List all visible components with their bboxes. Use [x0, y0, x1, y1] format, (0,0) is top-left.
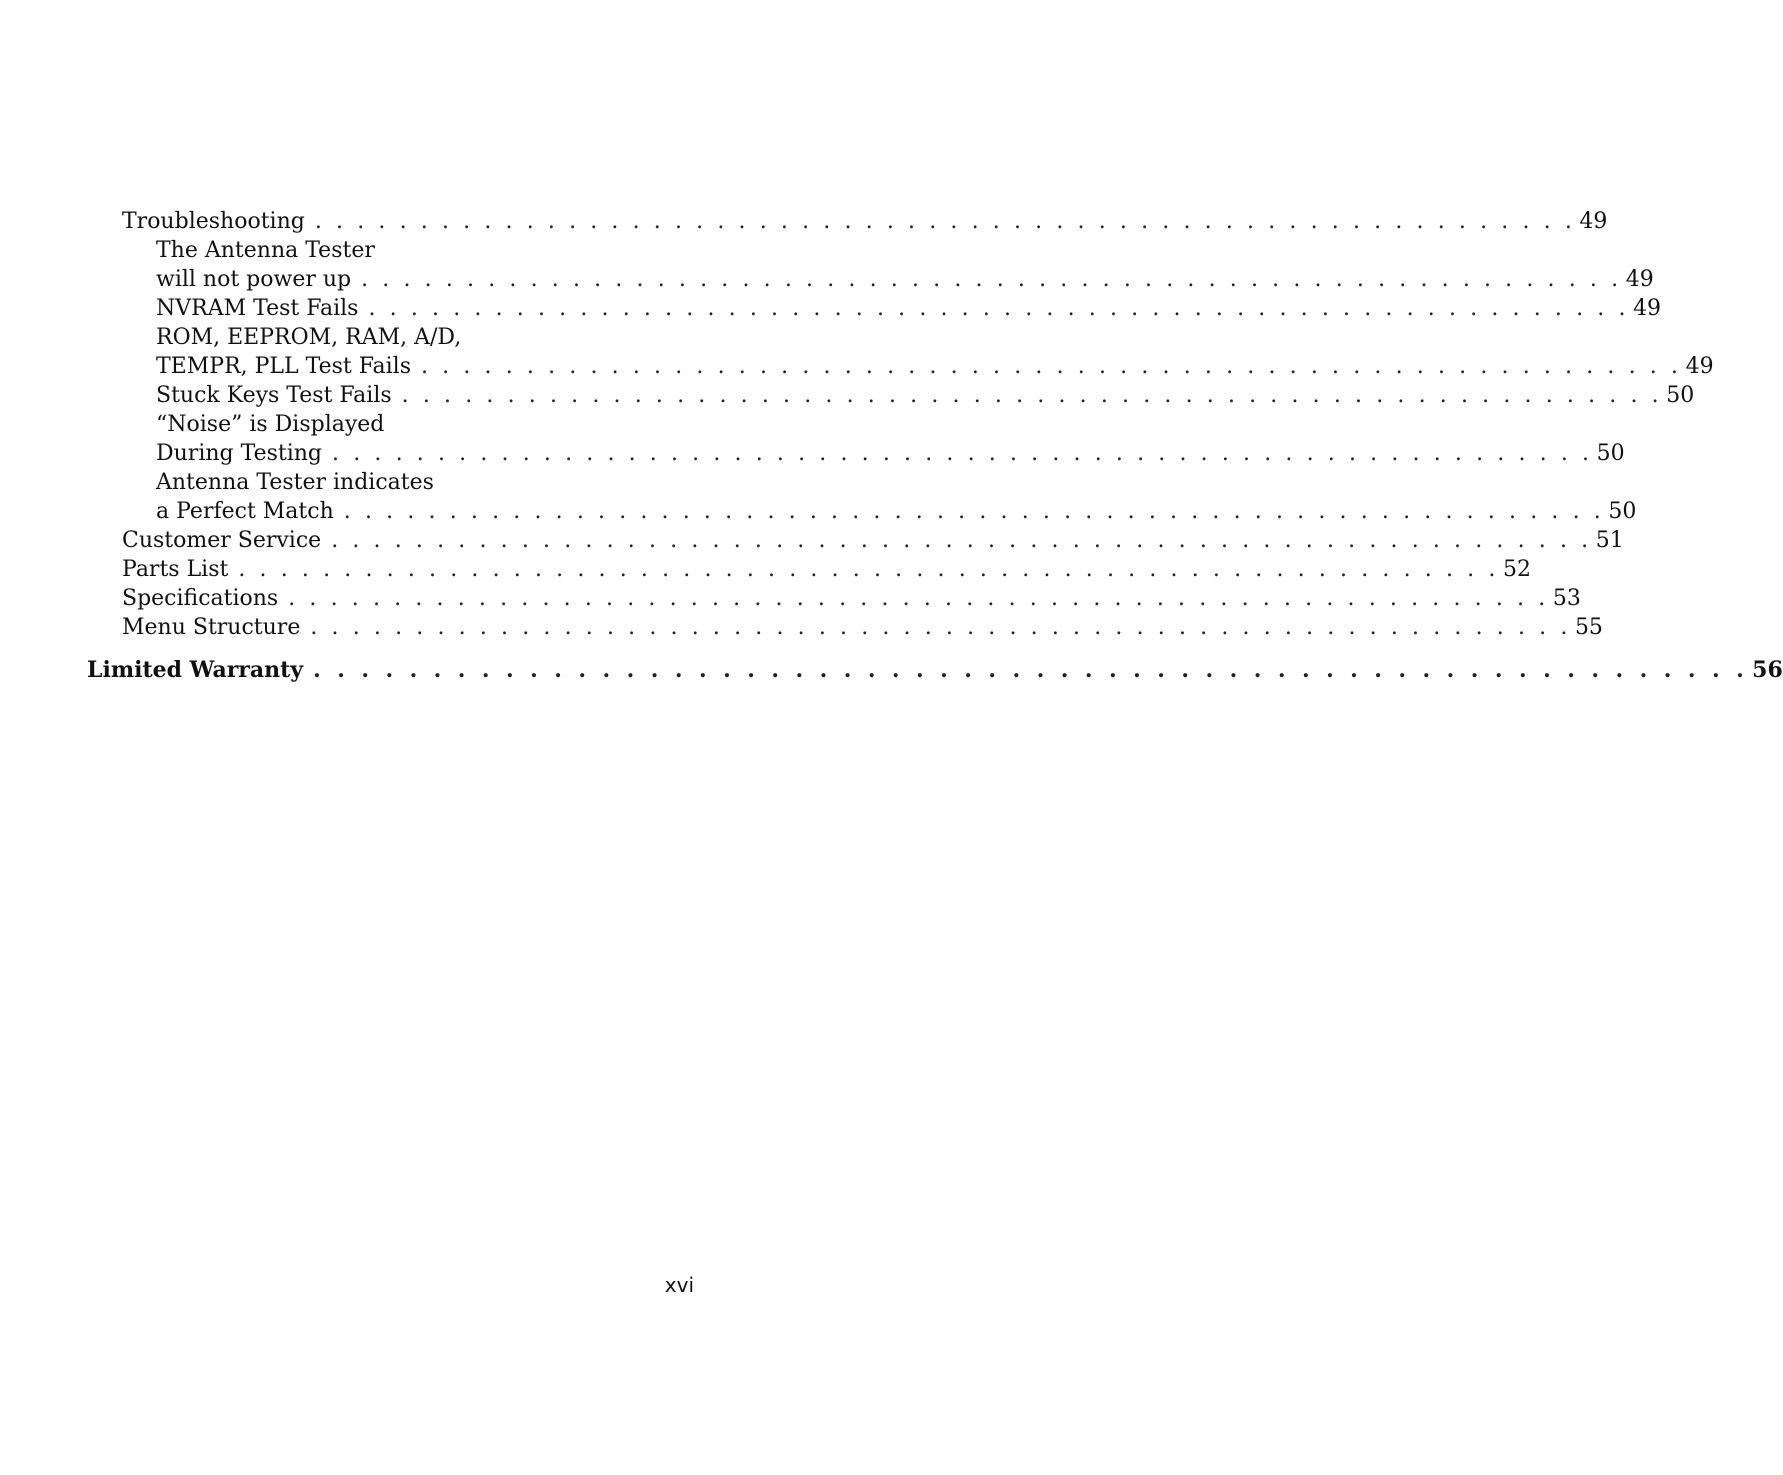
toc-entry-page: 55 — [1574, 615, 1603, 640]
dot-leader: . . . . . . . . . . . . . . . . . . . . . . . . . . . . . . . . . . . . . . . . . . . . . . . . . . . . . . . . . . . . — [401, 383, 1663, 408]
dot-leader: . . . . . . . . . . . . . . . . . . . . . . . . . . . . . . . . . . . . . . . . . . . . . . . . . . . . . . . . . . . . — [310, 615, 1571, 640]
toc-entry-page: 50 — [1666, 383, 1695, 408]
toc-entry-page: 50 — [1608, 499, 1637, 524]
toc-entry-title: Menu Structure — [122, 615, 301, 640]
dot-leader: . . . . . . . . . . . . . . . . . . . . . . . . . . . . . . . . . . . . . . . . . . . . . . . . . . . . . . . . . . . . — [288, 586, 1549, 611]
toc-entry-page: 49 — [1685, 354, 1714, 379]
dot-leader: . . . . . . . . . . . . . . . . . . . . . . . . . . . . . . . . . . . . . . . . . . . . . . . . . . . . . . . . . . . . — [331, 528, 1592, 553]
toc-entry-perfect-match[interactable] — [156, 497, 1637, 526]
toc-entry-title: Stuck Keys Test Fails — [156, 383, 392, 408]
table-of-contents — [0, 207, 1783, 685]
toc-entry-menu-structure[interactable] — [122, 613, 1603, 642]
toc-entry-title: TEMPR, PLL Test Fails — [156, 354, 411, 379]
toc-entry-page: 49 — [1625, 267, 1654, 292]
toc-entry-parts-list[interactable] — [122, 555, 1531, 584]
toc-entry-specifications[interactable] — [122, 584, 1581, 613]
toc-entry-title: During Testing — [156, 441, 323, 466]
toc-entry-rom-tests[interactable] — [156, 352, 1714, 381]
toc-entry-noise-line1: “Noise” is Displayed — [156, 412, 385, 437]
toc-entry-not-power-up[interactable] — [156, 265, 1654, 294]
toc-entry-not-power-up-line1: The Antenna Tester — [156, 238, 375, 263]
toc-entry-perfect-match-line1: Antenna Tester indicates — [156, 470, 434, 495]
dot-leader: . . . . . . . . . . . . . . . . . . . . . . . . . . . . . . . . . . . . . . . . . . . . . . . . . . . . . . . . . . . . — [314, 209, 1576, 234]
page-number: xvi — [664, 1273, 694, 1297]
toc-entry-title: Customer Service — [122, 528, 322, 553]
toc-entry-title: Limited Warranty — [87, 657, 304, 683]
dot-leader: . . . . . . . . . . . . . . . . . . . . . . . . . . . . . . . . . . . . . . . . . . . . . . . . . . . . . . . . . . . . — [421, 354, 1682, 379]
toc-entry-title: Troubleshooting — [122, 209, 305, 234]
toc-entry-title: NVRAM Test Fails — [156, 296, 359, 321]
dot-leader: . . . . . . . . . . . . . . . . . . . . . . . . . . . . . . . . . . . . . . . . . . . . . . . . . . . . . . . . . . . . — [332, 441, 1593, 466]
toc-entry-page: 51 — [1595, 528, 1624, 553]
toc-entry-title: will not power up — [156, 267, 352, 292]
dot-leader: . . . . . . . . . . . . . . . . . . . . . . . . . . . . . . . . . . . . . . . . . . . . . . . . . . . . . . . . . . . . — [238, 557, 1499, 582]
toc-entry-rom-tests-line1: ROM, EEPROM, RAM, A/D, — [156, 325, 462, 350]
dot-leader: . . . . . . . . . . . . . . . . . . . . . . . . . . . . . . . . . . . . . . . . . . . . . . . . . . . . . . . . . . . . — [368, 296, 1630, 321]
toc-entry-page: 49 — [1579, 209, 1608, 234]
dot-leader: . . . . . . . . . . . . . . . . . . . . . . . . . . . . . . . . . . . . . . . . . . . . . . . . . . . . . . . . . . . . — [361, 267, 1622, 292]
toc-entry-title: Parts List — [122, 557, 229, 582]
dot-leader: . . . . . . . . . . . . . . . . . . . . . . . . . . . . . . . . . . . . . . . . . . . . . . . . . . . . . . . . . . . . — [343, 499, 1605, 524]
toc-entry-noise[interactable] — [156, 439, 1625, 468]
toc-entry-nvram[interactable] — [156, 294, 1662, 323]
toc-entry-title: Specifications — [122, 586, 279, 611]
toc-entry-customer-service[interactable] — [122, 526, 1624, 555]
toc-entry-page: 50 — [1596, 441, 1625, 466]
toc-entry-stuck-keys[interactable] — [156, 381, 1695, 410]
toc-entry-page: 53 — [1552, 586, 1581, 611]
dot-leader: . . . . . . . . . . . . . . . . . . . . . . . . . . . . . . . . . . . . . . . . . . . . . . . . . . . . . . . . . . . . — [313, 657, 1749, 683]
toc-entry-troubleshooting[interactable] — [122, 207, 1608, 236]
toc-entry-page: 56 — [1752, 657, 1783, 683]
toc-entry-limited-warranty[interactable] — [87, 656, 1783, 685]
toc-entry-page: 49 — [1633, 296, 1662, 321]
toc-entry-page: 52 — [1502, 557, 1531, 582]
toc-entry-title: a Perfect Match — [156, 499, 334, 524]
